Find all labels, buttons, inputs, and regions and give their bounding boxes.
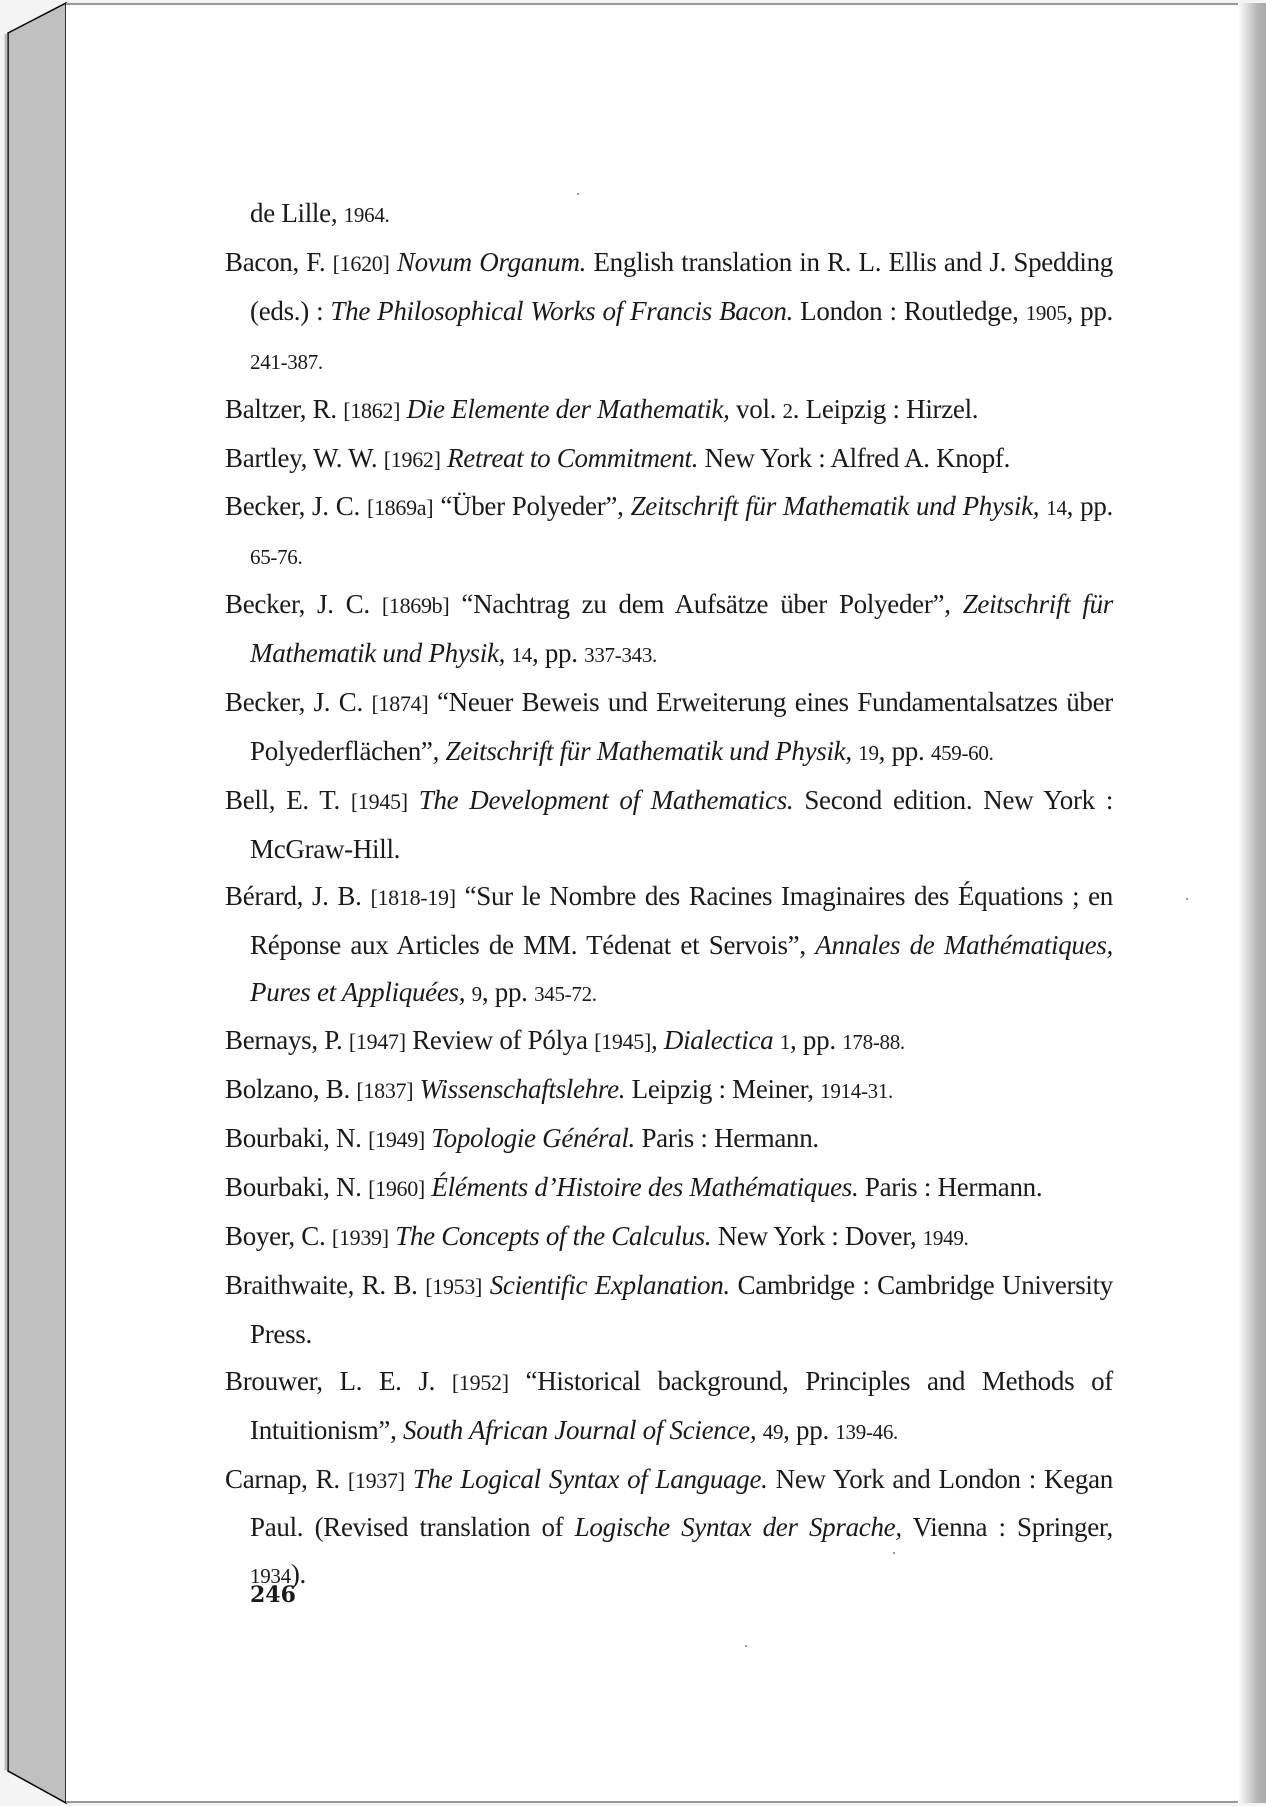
entry-title: Wissenschaftslehre. bbox=[419, 1074, 626, 1105]
entry-text: New York : Dover, bbox=[711, 1221, 923, 1252]
entry-text: , pp. bbox=[790, 1025, 843, 1056]
entry-text: 178-88. bbox=[842, 1030, 905, 1055]
entry-text: Bourbaki, N. bbox=[225, 1172, 369, 1203]
entry-text: 2 bbox=[782, 398, 793, 423]
entry-title: Scientific Explanation. bbox=[489, 1269, 730, 1300]
book-spine bbox=[0, 0, 70, 1806]
entry-text: Brouwer, L. E. J. bbox=[225, 1365, 452, 1396]
entry-title: Zeitschrift für Mathematik und Physik, bbox=[445, 735, 852, 766]
entry-year: [1949] bbox=[368, 1127, 425, 1153]
entry-text: 1 bbox=[779, 1030, 791, 1055]
entry-text: Bacon, F. bbox=[225, 246, 333, 277]
entry-text: English translation in R. L. Ellis and J. Spedding (eds.) : bbox=[250, 246, 1113, 326]
entry-text bbox=[390, 247, 397, 277]
entry-title: Novum Organum. bbox=[396, 246, 587, 277]
bibliography-entry bbox=[225, 873, 1113, 1018]
scan-speck bbox=[893, 1552, 895, 1554]
bibliography-entry bbox=[225, 581, 1113, 679]
entry-text: 1905 bbox=[1025, 300, 1067, 325]
entry-text: , pp. bbox=[878, 735, 931, 766]
entry-text: 337-343. bbox=[584, 643, 657, 668]
entry-text: Paris : Hermann. bbox=[635, 1123, 819, 1154]
page-edge-shadow bbox=[1238, 3, 1266, 1803]
entry-text: Leipzig : Meiner, bbox=[625, 1074, 821, 1105]
entry-text bbox=[408, 785, 419, 815]
bibliography-entry bbox=[225, 190, 1113, 239]
bibliography-entry bbox=[225, 1213, 1113, 1262]
entry-text: , pp. bbox=[1066, 491, 1113, 522]
entry-text: , pp. bbox=[531, 638, 585, 669]
entry-text bbox=[405, 1464, 413, 1494]
bibliography-list bbox=[225, 190, 1113, 1600]
entry-year: [1874] bbox=[371, 691, 429, 717]
entry-text: London : Routledge, bbox=[793, 295, 1026, 326]
entry-title: Die Elemente der Mathematik, bbox=[406, 393, 730, 424]
entry-text: Bartley, W. W. bbox=[225, 442, 384, 473]
entry-year: [1945] bbox=[594, 1029, 651, 1055]
entry-text: . Leipzig : Hirzel. bbox=[792, 393, 979, 424]
bibliography-entry bbox=[225, 386, 1113, 435]
entry-year: [1818-19] bbox=[370, 884, 456, 910]
entry-title: Zeitschrift für Mathematik und Physik, bbox=[250, 589, 1114, 669]
entry-text: , bbox=[651, 1025, 664, 1056]
entry-title: Topologie Général. bbox=[431, 1123, 636, 1154]
scan-speck bbox=[577, 193, 579, 195]
entry-text: 1949. bbox=[922, 1226, 969, 1251]
entry-text: “Neuer Beweis und Erweiterung eines Fundamentalsatzes über Polyederflächen”, bbox=[250, 687, 1114, 766]
page-number: 246 bbox=[250, 1582, 296, 1608]
bibliography-entry bbox=[225, 1262, 1113, 1358]
entry-title: The Development of Mathematics. bbox=[418, 784, 794, 815]
entry-text: “Historical background, Principles and Methods of Intuitionism”, bbox=[250, 1365, 1113, 1445]
entry-text: 19 bbox=[858, 740, 879, 765]
entry-text: Bell, E. T. bbox=[225, 784, 351, 815]
entry-text: Baltzer, R. bbox=[225, 393, 344, 424]
entry-text: 241-387. bbox=[250, 349, 323, 374]
entry-year: [1945] bbox=[350, 788, 408, 814]
entry-text: New York and London : Kegan Paul. (Revised translation of bbox=[250, 1463, 1113, 1543]
entry-text: 345-72. bbox=[534, 981, 597, 1006]
entry-text: Becker, J. C. bbox=[225, 589, 382, 620]
entry-year: [1869b] bbox=[381, 593, 450, 619]
entry-text: Braithwaite, R. B. bbox=[225, 1269, 426, 1300]
entry-title: Éléments d’Histoire des Mathématiques. bbox=[431, 1172, 859, 1203]
entry-year: [1953] bbox=[425, 1273, 483, 1299]
entry-text: Bérard, J. B. bbox=[225, 880, 371, 911]
bibliography-entry bbox=[225, 435, 1113, 484]
entry-title: Zeitschrift für Mathematik und Physik, bbox=[630, 491, 1040, 522]
entry-title: Dialectica bbox=[663, 1025, 774, 1056]
entry-text: 65-76. bbox=[250, 545, 303, 570]
entry-text: Bourbaki, N. bbox=[225, 1123, 369, 1154]
entry-text: de Lille, bbox=[250, 198, 344, 228]
entry-text: Becker, J. C. bbox=[225, 687, 372, 718]
entry-text: 1914-31. bbox=[820, 1079, 893, 1104]
entry-text bbox=[482, 1270, 490, 1300]
bibliography-entry bbox=[225, 777, 1113, 873]
bibliography-entry bbox=[225, 1456, 1113, 1601]
entry-text: ). bbox=[290, 1559, 306, 1590]
entry-year: [1869a] bbox=[366, 495, 434, 521]
bibliography-entry bbox=[225, 679, 1113, 777]
entry-year: [1952] bbox=[451, 1369, 509, 1395]
entry-title: South African Journal of Science, bbox=[403, 1414, 757, 1445]
entry-text: “Nachtrag zu dem Aufsätze über Polyeder”, bbox=[449, 589, 963, 620]
entry-title: The Logical Syntax of Language. bbox=[412, 1463, 768, 1494]
entry-year: [1939] bbox=[331, 1225, 389, 1251]
entry-text: “Sur le Nombre des Racines Imaginaires des Équations ; en Réponse aux Articles de MM. Tédenat et Servois”, bbox=[250, 880, 1113, 960]
entry-text: Second edition. New York : McGraw-Hill. bbox=[250, 784, 1114, 864]
entry-text: New York : Alfred A. Knopf. bbox=[698, 442, 1011, 473]
entry-text: Bolzano, B. bbox=[225, 1074, 357, 1105]
entry-text: Review of Pólya bbox=[405, 1025, 595, 1056]
entry-text: , pp. bbox=[1066, 295, 1113, 326]
entry-text: 14 bbox=[1046, 496, 1067, 521]
entry-year: [1862] bbox=[343, 397, 401, 423]
entry-text: Becker, J. C. bbox=[225, 491, 367, 522]
bibliography-entry bbox=[225, 239, 1113, 386]
entry-title: The Concepts of the Calculus. bbox=[395, 1221, 712, 1252]
bibliography-entry bbox=[225, 1066, 1113, 1115]
entry-title: The Philosophical Works of Francis Bacon. bbox=[330, 295, 794, 326]
entry-title: Retreat to Commitment. bbox=[447, 442, 699, 473]
entry-title: Annales de Mathématiques, Pures et Appliquées, bbox=[250, 929, 1113, 1007]
entry-text: “Über Polyeder”, bbox=[433, 491, 631, 522]
entry-year: [1937] bbox=[347, 1467, 405, 1493]
entry-text: Carnap, R. bbox=[225, 1463, 348, 1494]
entry-text: Paris : Hermann. bbox=[858, 1172, 1043, 1203]
bibliography-entry bbox=[225, 483, 1113, 581]
bibliography-entry bbox=[225, 1017, 1113, 1066]
scan-speck bbox=[1186, 898, 1188, 900]
entry-year: [1962] bbox=[383, 446, 441, 472]
entry-year: [1837] bbox=[356, 1078, 414, 1104]
entry-text: vol. bbox=[729, 393, 783, 424]
entry-text: 1934 bbox=[250, 1564, 291, 1589]
entry-text: 1964. bbox=[343, 203, 390, 227]
bibliography-entry bbox=[225, 1115, 1113, 1164]
entry-text: 14 bbox=[511, 643, 532, 668]
entry-text: Vienna : Springer, bbox=[901, 1512, 1113, 1543]
entry-year: [1947] bbox=[348, 1029, 406, 1055]
entry-text: 9 bbox=[471, 981, 482, 1006]
entry-text: Boyer, C. bbox=[225, 1221, 332, 1252]
entry-title: Logische Syntax der Sprache, bbox=[574, 1512, 902, 1543]
scan-speck bbox=[745, 1645, 747, 1647]
entry-text: Cambridge : Cambridge University Press. bbox=[250, 1269, 1114, 1349]
entry-text: , pp. bbox=[783, 1414, 836, 1445]
entry-text: Bernays, P. bbox=[225, 1025, 349, 1056]
entry-text: 459-60. bbox=[930, 740, 994, 765]
entry-text: , pp. bbox=[481, 976, 535, 1007]
bibliography-entry bbox=[225, 1164, 1113, 1213]
entry-text: 139-46. bbox=[835, 1419, 899, 1444]
entry-year: [1960] bbox=[368, 1176, 425, 1202]
bibliography-entry bbox=[225, 1358, 1113, 1456]
entry-text: 49 bbox=[762, 1419, 784, 1444]
entry-year: [1620] bbox=[332, 250, 390, 276]
